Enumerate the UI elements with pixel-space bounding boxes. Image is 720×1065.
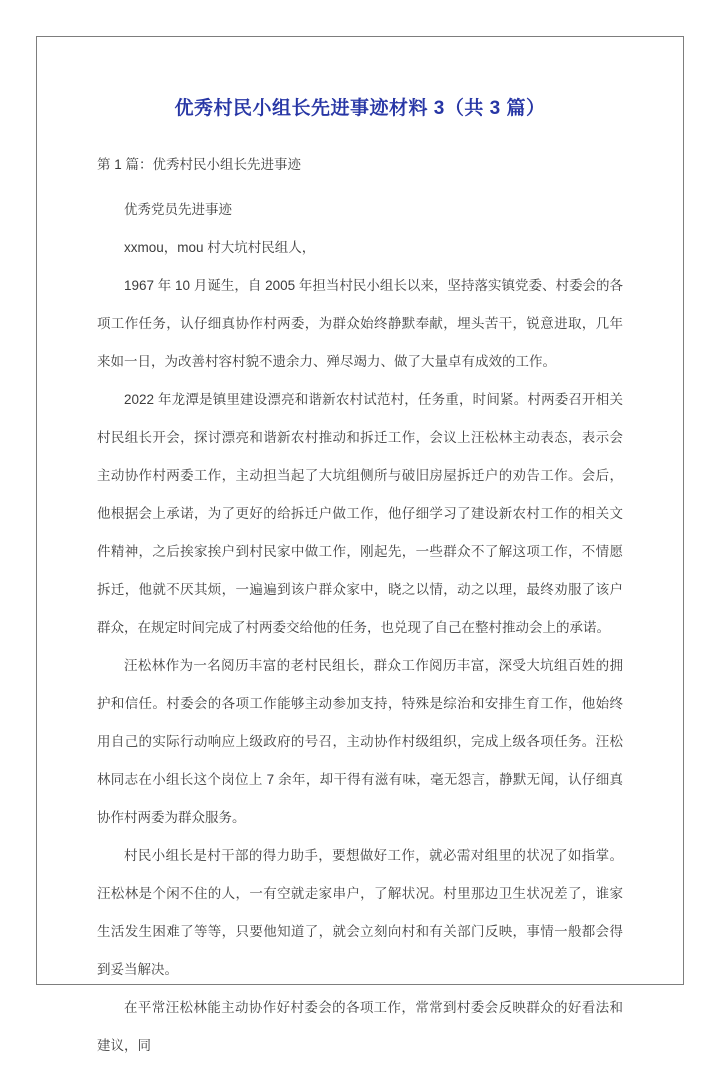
paragraph: 第 1 篇：优秀村民小组长先进事迹 <box>97 157 302 172</box>
paragraph: 村民小组长是村干部的得力助手，要想做好工作，就必需对组里的状况了如指掌。汪松林是个闲不住的人，一有空就走家串户，了解状况。村里那边卫生状况差了，谁家生活发生困难了等等，只要他知道了，就会立刻向村和有关部门反映，事情一般都会得到妥当解决。 <box>97 848 623 977</box>
paragraph: xxmou，mou 村大坑村民组人， <box>124 240 316 255</box>
paragraph: 1967 年 10 月诞生，自 2005 年担当村民小组长以来，坚持落实镇党委、村委会的各项工作任务，认仔细真协作村两委，为群众始终静默奉献，埋头苦干，锐意进取，几年来如一日，为改善村容村貌不遗余力、殚尽竭力、做了大量卓有成效的工作。 <box>97 278 623 369</box>
paragraph: 2022 年龙潭是镇里建设漂亮和谐新农村试范村，任务重，时间紧。村两委召开相关村民组长开会，探讨漂亮和谐新农村推动和拆迁工作，会议上汪松林主动表态，表示会主动协作村两委工作，主动担当起了大坑组侧所与破旧房屋拆迁户的劝告工作。会后，他根据会上承诺，为了更好的给拆迁户做工作，他仔细学习了建设新农村工作的相关文件精神，之后挨家挨户到村民家中做工作，刚起先，一些群众不了解这项工作，不情愿拆迁，他就不厌其烦，一遍遍到该户群众家中，晓之以情，动之以理，最终劝服了该户群众，在规定时间完成了村两委交给他的任务，也兑现了自己在整村推动会上的承诺。 <box>97 392 623 635</box>
paragraph: 汪松林作为一名阅历丰富的老村民组长，群众工作阅历丰富，深受大坑组百姓的拥护和信任。村委会的各项工作能够主动参加支持，特殊是综治和安排生育工作，他始终用自己的实际行动响应上级政府的号召，主动协作村级组织，完成上级各项任务。汪松林同志在小组长这个岗位上 7 余年，却干得有滋有味，毫无怨言，静默无闻，认仔细真协作村两委为群众服务。 <box>97 658 623 825</box>
paragraph: 在平常汪松林能主动协作好村委会的各项工作，常常到村委会反映群众的好看法和建议，同 <box>97 1000 623 1053</box>
document-page <box>36 36 684 1053</box>
document-body <box>97 146 623 1065</box>
paragraph: 优秀党员先进事迹 <box>124 202 232 217</box>
document-title: 优秀村民小组长先进事迹材料 3（共 3 篇） <box>174 98 546 119</box>
